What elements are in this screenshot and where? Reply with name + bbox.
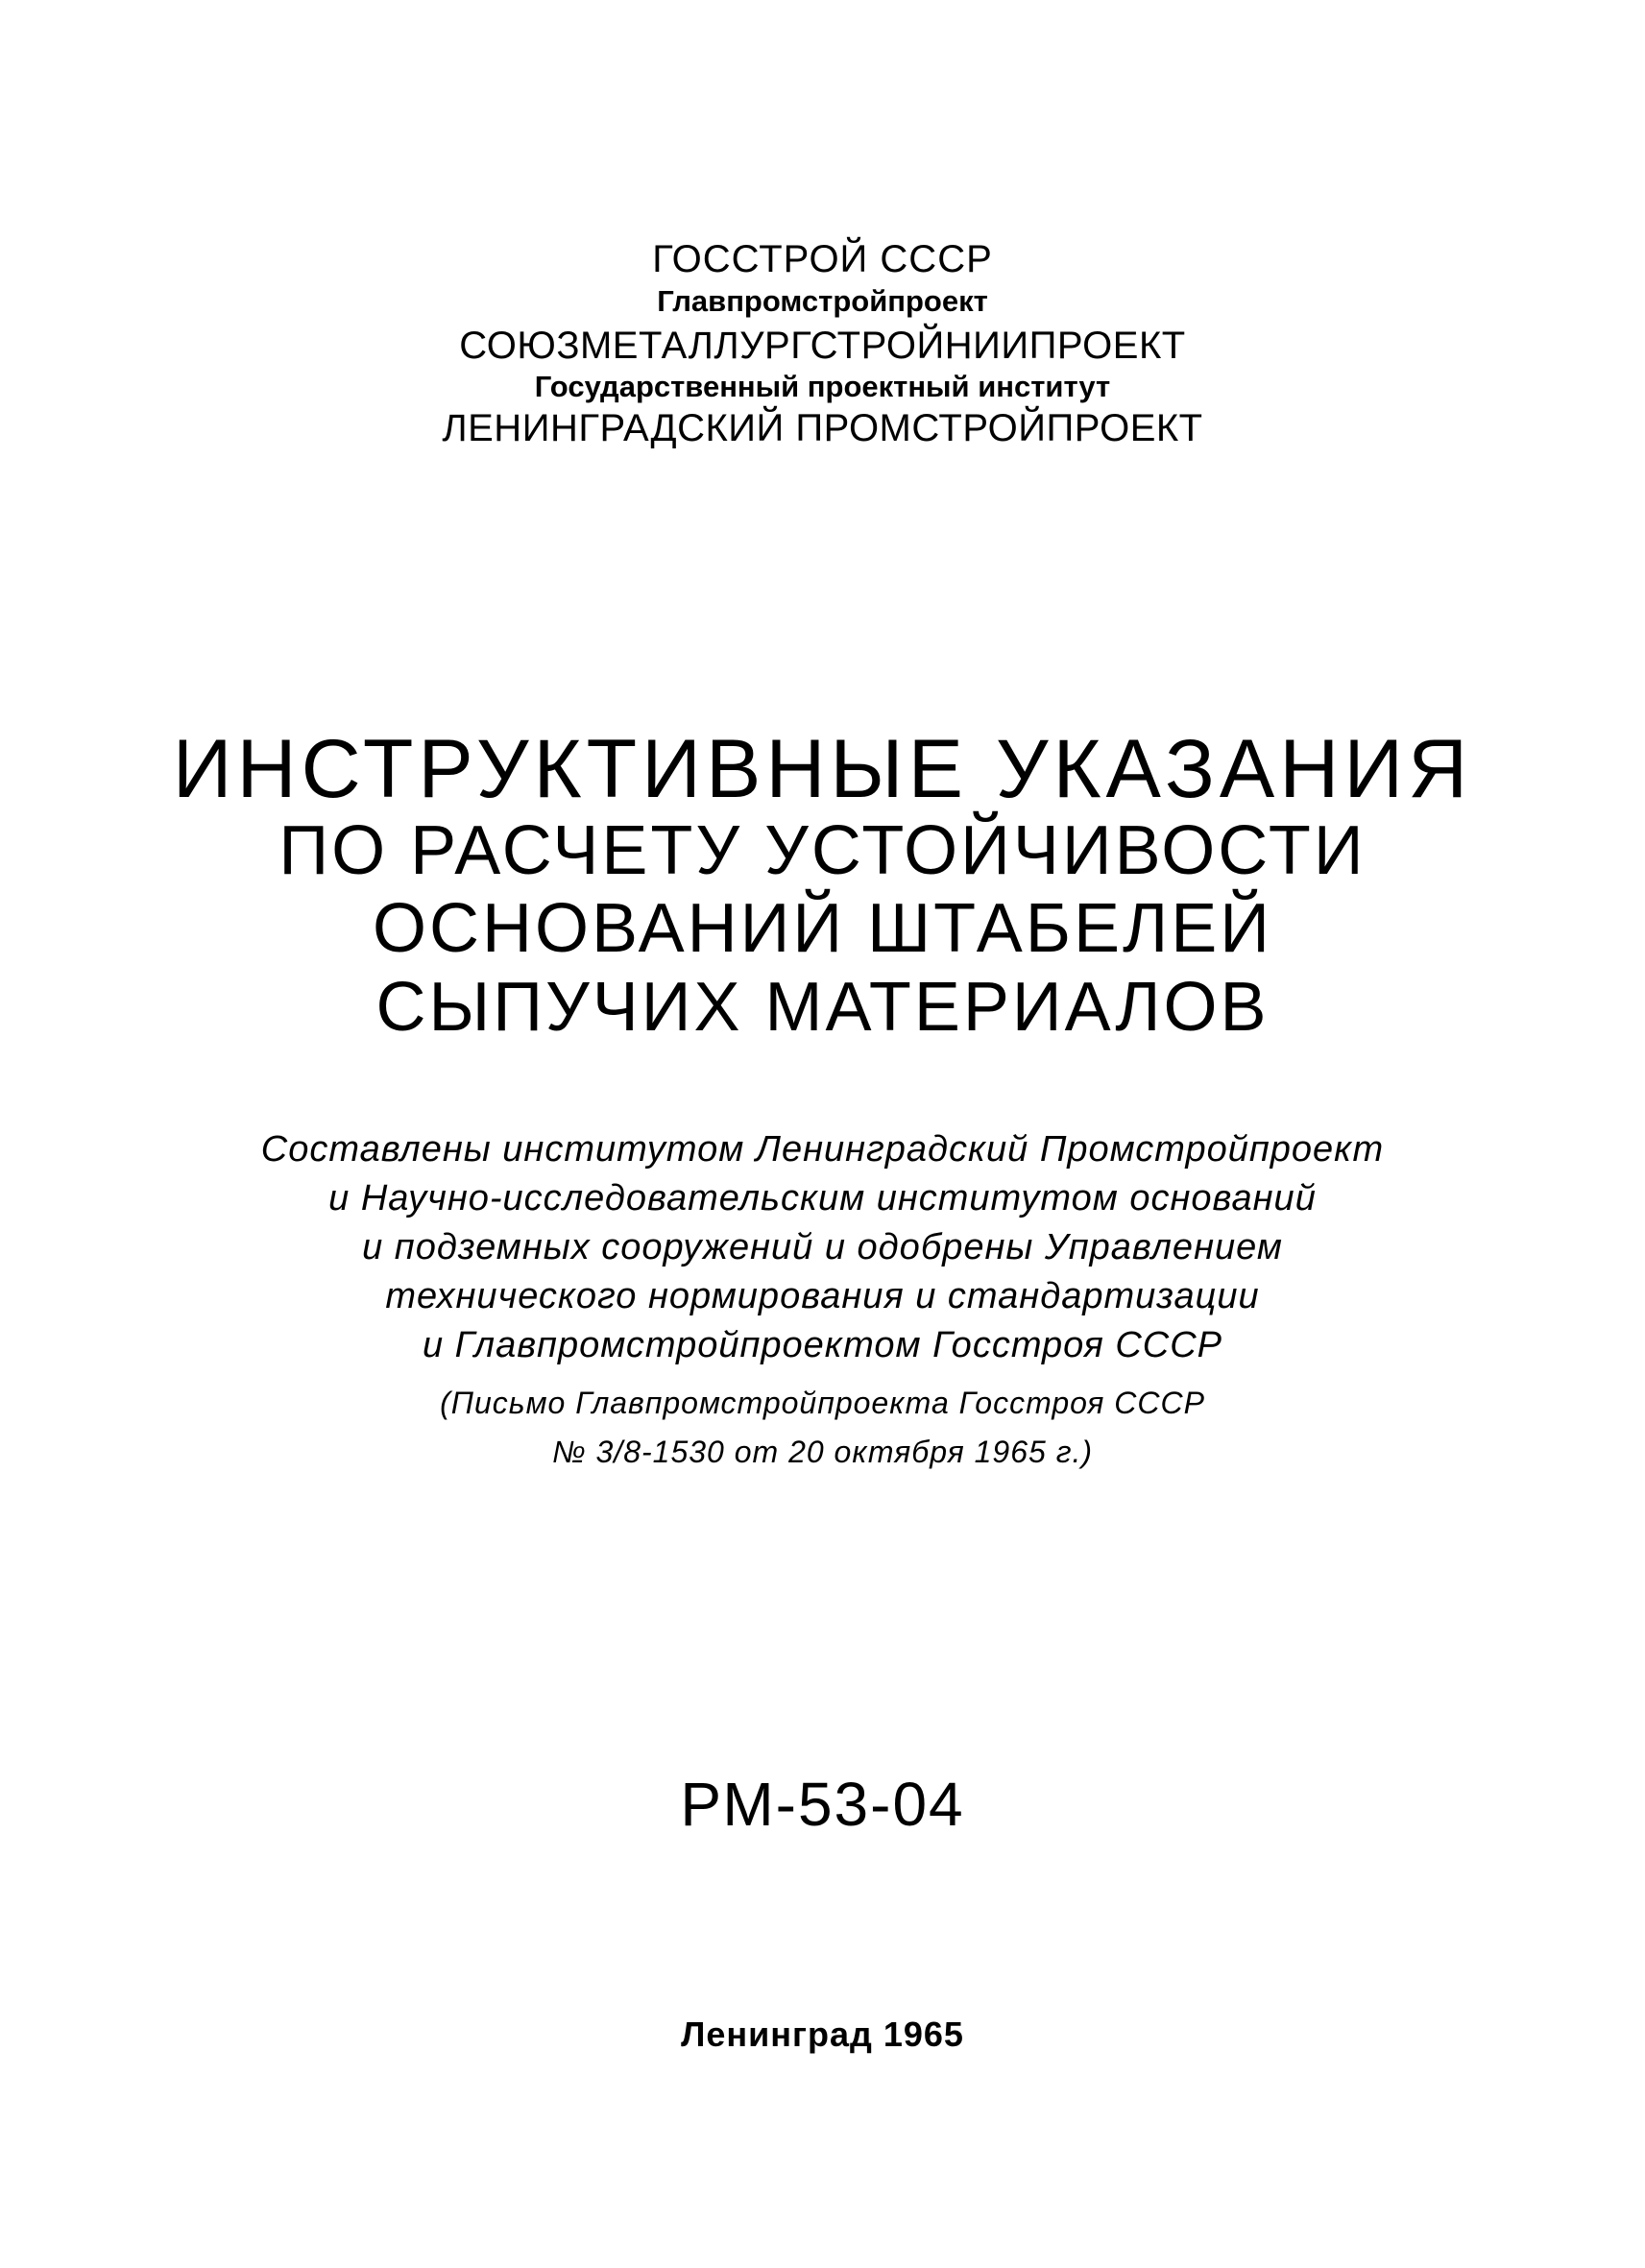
approval-line-4: технического нормирования и стандартизации <box>385 1276 1260 1316</box>
approval-line-3: и подземных сооружений и одобрены Управлением <box>362 1227 1283 1267</box>
letter-reference-line-2: № 3/8-1530 от 20 октября 1965 г.) <box>551 1435 1094 1469</box>
letter-reference-line-1: (Письмо Главпромстройпроекта Госстроя СССР <box>440 1386 1205 1420</box>
org-line-glavpromstroyproekt: Главпромстройпроект <box>657 284 988 318</box>
title-line-4: СЫПУЧИХ МАТЕРИАЛОВ <box>375 969 1270 1046</box>
imprint-place-year: Ленинград 1965 <box>681 2015 964 2054</box>
title-line-2: ПО РАСЧЕТУ УСТОЙЧИВОСТИ <box>278 812 1367 889</box>
org-line-gosstroy: ГОССТРОЙ СССР <box>652 238 993 280</box>
approval-line-5: и Главпромстройпроектом Госстроя СССР <box>422 1325 1223 1365</box>
approval-line-2: и Научно-исследовательским институтом оснований <box>328 1178 1317 1218</box>
title-line-1: ИНСТРУКТИВНЫЕ УКАЗАНИЯ <box>172 723 1473 815</box>
document-code: РМ-53-04 <box>680 1770 965 1839</box>
org-line-leningrad-promstroyproekt: ЛЕНИНГРАДСКИЙ ПРОМСТРОЙПРОЕКТ <box>442 407 1203 449</box>
approval-line-1: Составлены институтом Ленинградский Промстройпроект <box>260 1129 1385 1170</box>
org-line-state-institute: Государственный проектный институт <box>534 370 1111 403</box>
title-line-3: ОСНОВАНИЙ ШТАБЕЛЕЙ <box>372 890 1273 967</box>
org-line-soyuzmetallurg: СОЮЗМЕТАЛЛУРГСТРОЙНИИПРОЕКТ <box>459 325 1186 367</box>
